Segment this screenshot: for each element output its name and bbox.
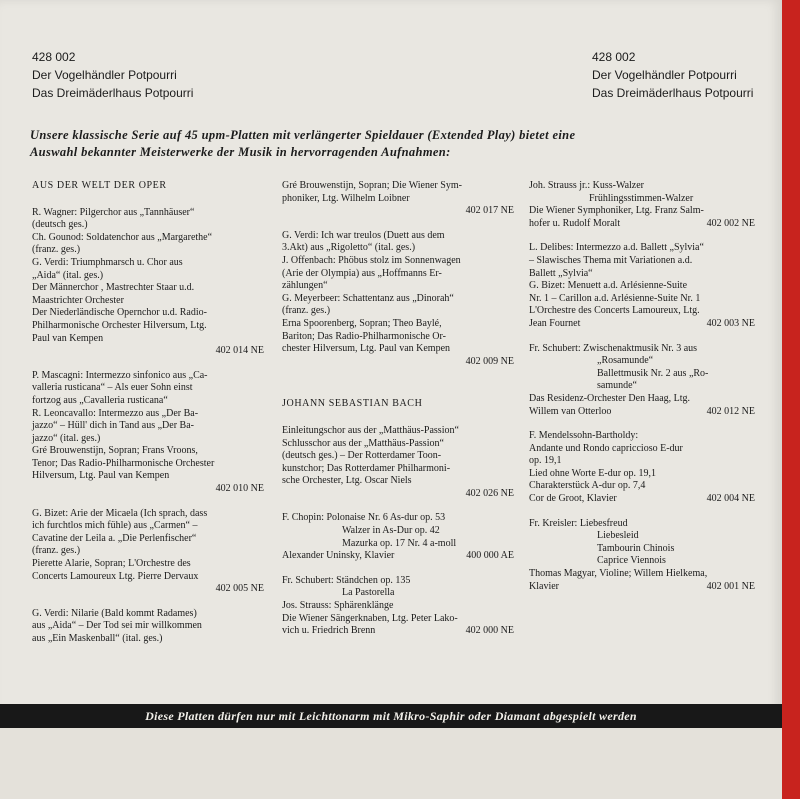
entry-line: G. Verdi: Ich war treulos (Duett aus dem xyxy=(282,229,445,241)
entry-line: Die Wiener Sängerknaben, Ltg. Peter Lako- xyxy=(282,612,458,624)
entry-line: jazzo“ (ital. ges.) xyxy=(32,432,101,444)
entry-line: valleria rusticana“ – Als euer Sohn einst xyxy=(32,382,193,394)
entry-line: G. Verdi: Nilarie (Bald kommt Radames) xyxy=(32,607,197,619)
title-line: Das Dreimäderlhaus Potpourri xyxy=(592,86,754,100)
entry-line: Pierette Alarie, Sopran; L'Orchestre des xyxy=(32,558,191,570)
entry-line: Paul van Kempen xyxy=(32,332,104,344)
listing-column-2 xyxy=(282,180,514,650)
entry-line: Ballettmusik Nr. 2 aus „Ro- xyxy=(597,367,709,379)
catalog-number: 402 010 NE xyxy=(215,483,264,495)
entry-line: Joh. Strauss jr.: Kuss-Walzer xyxy=(529,180,645,191)
section-heading: JOHANN SEBASTIAN BACH xyxy=(282,398,423,410)
entry-line: Der Männerchor , Mastrechter Staar u.d. xyxy=(32,282,195,294)
entry-line: jazzo“ – Hüll' dich in Tand aus „Der Ba- xyxy=(32,420,194,432)
entry-line: (franz. ges.) xyxy=(282,305,331,317)
entry-line: Charakterstück A-dur op. 7,4 xyxy=(529,480,646,492)
playback-notice-banner: Diese Platten dürfen nur mit Leichttonarm mit Mikro-Saphir oder Diamant abgespielt werden xyxy=(0,704,782,728)
entry-line: op. 19,1 xyxy=(529,455,562,467)
entry-line: „Rosamunde“ xyxy=(597,355,654,367)
listing-column-3 xyxy=(529,180,755,605)
entry-line: Caprice Viennois xyxy=(597,555,666,567)
catalog-number: 402 017 NE xyxy=(465,205,514,217)
entry-line: G. Bizet: Menuett a.d. Arlésienne-Suite xyxy=(529,280,688,292)
entry-line: vich u. Friedrich Brenn 402 000 NE xyxy=(282,625,514,637)
entry-line: Concerts Lamoureux Ltg. Pierre Dervaux xyxy=(32,570,199,582)
record-entry xyxy=(282,180,514,218)
entry-line: Fr. Schubert: Ständchen op. 135 xyxy=(282,574,411,586)
entry-line: ich furchtlos mich fühle) aus „Carmen“ – xyxy=(32,520,198,532)
entry-line: F. Mendelssohn-Bartholdy: xyxy=(529,430,639,442)
entry-line: Ballett „Sylvia“ xyxy=(529,267,593,279)
entry-line: Klavier 402 001 NE xyxy=(529,580,755,592)
entry-line: Jos. Strauss: Sphärenklänge xyxy=(282,600,394,612)
entry-line: Gré Brouwenstijn, Sopran; Frans Vroons, xyxy=(32,445,198,457)
entry-line: aus „Aida“ – Der Tod sei mir willkommen xyxy=(32,620,202,632)
entry-line: Frühlingsstimmen-Walzer xyxy=(589,192,694,204)
entry-line: Walzer in As-Dur op. 42 xyxy=(342,525,440,537)
entry-line: zählungen“ xyxy=(282,280,328,292)
catalog-number: 402 009 NE xyxy=(465,355,514,367)
entry-line: Jean Fournet 402 003 NE xyxy=(529,317,755,329)
entry-line: Tenor; Das Radio-Philharmonische Orchester xyxy=(32,457,215,469)
entry-line: Mazurka op. 17 Nr. 4 a-moll xyxy=(342,537,457,549)
entry-line: – Slawisches Thema mit Variationen a.d. xyxy=(529,254,693,266)
entry-line: (deutsch ges.) xyxy=(32,219,88,231)
entry-line: Einleitungschor aus der „Matthäus-Passion“ xyxy=(282,424,459,436)
entry-line: Cavatine der Leila a. „Die Perlenfischer“ xyxy=(32,532,197,544)
entry-line: Andante und Rondo capriccioso E-dur xyxy=(529,442,683,454)
record-entry xyxy=(282,425,514,501)
entry-line: (Arie der Olympia) aus „Hoffmanns Er- xyxy=(282,267,442,279)
entry-line: R. Leoncavallo: Intermezzo aus „Der Ba- xyxy=(32,407,199,419)
record-entry xyxy=(529,343,755,419)
entry-line: sche Orchester, Ltg. Oscar Niels xyxy=(282,475,412,487)
intro-line: Auswahl bekannter Meisterwerke der Musik in hervorragenden Aufnahmen: xyxy=(30,145,451,159)
entry-line: L. Delibes: Intermezzo a.d. Ballett „Sylvia“ xyxy=(529,242,704,254)
entry-line: J. Offenbach: Phöbus stolz im Sonnenwagen xyxy=(282,254,461,266)
entry-line: R. Wagner: Pilgerchor aus „Tannhäuser“ xyxy=(32,206,195,218)
title-line: Der Vogelhändler Potpourri xyxy=(592,68,737,82)
entry-line: L'Orchestre des Concerts Lamoureux, Ltg. xyxy=(529,305,700,317)
entry-line: kunstchor; Das Rotterdamer Philharmoni- xyxy=(282,462,451,474)
entry-line: aus „Ein Maskenball“ (ital. ges.) xyxy=(32,633,163,644)
header-right xyxy=(592,48,753,102)
intro-text xyxy=(30,127,770,161)
entry-line: P. Mascagni: Intermezzo sinfonico aus „Ca- xyxy=(32,369,208,381)
entry-line: Gré Brouwenstijn, Sopran; Die Wiener Sym- xyxy=(282,180,462,191)
catalog-number: 428 002 xyxy=(32,50,76,64)
catalog-number: 402 026 NE xyxy=(465,487,514,499)
catalog-number: 402 014 NE xyxy=(215,345,264,357)
section-heading: AUS DER WELT DER OPER xyxy=(32,180,167,191)
record-entry xyxy=(529,518,755,594)
record-entry xyxy=(282,512,514,562)
record-entry xyxy=(32,207,264,358)
record-entry xyxy=(282,230,514,369)
entry-line: Liebesleid xyxy=(597,530,639,542)
entry-line: phoniker, Ltg. Wilhelm Loibner xyxy=(282,192,410,204)
entry-line: Ch. Gounod: Soldatenchor aus „Margarethe“ xyxy=(32,231,213,243)
entry-line: Fr. Schubert: Zwischenaktmusik Nr. 3 aus xyxy=(529,342,698,354)
entry-line: Nr. 1 – Carillon a.d. Arlésienne-Suite Nr. 1 xyxy=(529,292,701,304)
record-entry xyxy=(529,242,755,330)
entry-line: Willem van Otterloo 402 012 NE xyxy=(529,405,755,417)
entry-line: Bariton; Das Radio-Philharmonische Or- xyxy=(282,330,446,342)
record-entry xyxy=(529,180,755,230)
header-left xyxy=(32,48,193,102)
listing-column-1 xyxy=(32,180,264,658)
title-line: Der Vogelhändler Potpourri xyxy=(32,68,177,82)
entry-line: F. Chopin: Polonaise Nr. 6 As-dur op. 53 xyxy=(282,512,446,524)
entry-line: Schlusschor aus der „Matthäus-Passion“ xyxy=(282,437,444,449)
entry-line: Das Residenz-Orchester Den Haag, Ltg. xyxy=(529,392,691,404)
intro-line: Unsere klassische Serie auf 45 upm-Platten mit verlängerter Spieldauer (Extended Play) bietet eine xyxy=(30,128,576,142)
entry-line: Tambourin Chinois xyxy=(597,542,675,554)
entry-line: (franz. ges.) xyxy=(32,545,81,557)
entry-line: 3.Akt) aus „Rigoletto“ (ital. ges.) xyxy=(282,242,416,254)
record-entry xyxy=(32,608,264,646)
entry-line: Cor de Groot, Klavier 402 004 NE xyxy=(529,493,755,505)
entry-line: samunde“ xyxy=(597,380,637,392)
entry-line: fortzog aus „Cavalleria rusticana“ xyxy=(32,394,168,406)
entry-line: Fr. Kreisler: Liebesfreud xyxy=(529,517,628,529)
entry-line: hofer u. Rudolf Moralt 402 002 NE xyxy=(529,217,755,229)
record-entry xyxy=(529,430,755,506)
entry-line: „Aida“ (ital. ges.) xyxy=(32,269,104,281)
entry-line: G. Bizet: Arie der Micaela (Ich sprach, dass xyxy=(32,507,208,519)
entry-line: Thomas Magyar, Violine; Willem Hielkema, xyxy=(529,568,708,580)
record-entry xyxy=(32,370,264,496)
entry-line: (deutsch ges.) – Der Rotterdamer Toon- xyxy=(282,450,442,462)
entry-line: Alexander Uninsky, Klavier 400 000 AE xyxy=(282,550,514,562)
entry-line: chester Hilversum, Ltg. Paul van Kempen xyxy=(282,343,451,355)
entry-line: G. Meyerbeer: Schattentanz aus „Dinorah“ xyxy=(282,292,454,304)
entry-line: Die Wiener Symphoniker, Ltg. Franz Salm- xyxy=(529,205,704,217)
spacer xyxy=(282,380,514,398)
record-entry xyxy=(32,508,264,596)
title-line: Das Dreimäderlhaus Potpourri xyxy=(32,86,194,100)
entry-line: Philharmonische Orchester Hilversum, Ltg. xyxy=(32,319,207,331)
entry-line: Lied ohne Worte E-dur op. 19,1 xyxy=(529,467,657,479)
entry-line: Maastrichter Orchester xyxy=(32,294,124,306)
entry-line: (franz. ges.) xyxy=(32,244,81,256)
catalog-number: 428 002 xyxy=(592,50,636,64)
catalog-number: 402 005 NE xyxy=(215,583,264,595)
bottom-margin xyxy=(0,728,782,799)
entry-line: Hilversum, Ltg. Paul van Kempen xyxy=(32,470,170,482)
entry-line: La Pastorella xyxy=(342,587,395,599)
entry-line: Der Niederländische Opernchor u.d. Radio- xyxy=(32,307,207,319)
entry-line: G. Verdi: Triumphmarsch u. Chor aus xyxy=(32,256,183,268)
entry-line: Erna Spoorenberg, Sopran; Theo Baylé, xyxy=(282,317,442,329)
record-entry xyxy=(282,575,514,638)
